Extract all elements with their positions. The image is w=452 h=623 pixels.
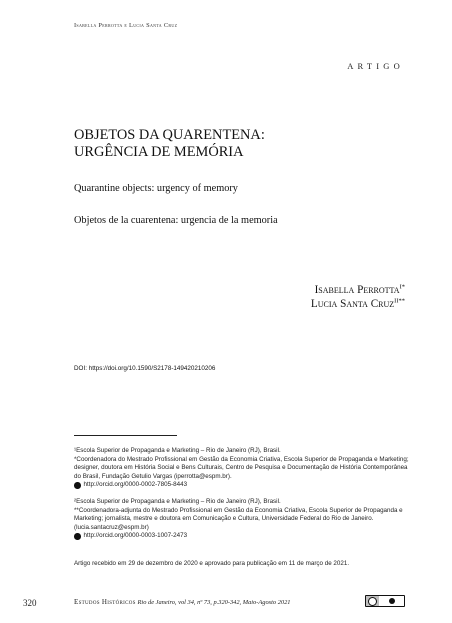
article-title-line-2: URGÊNCIA DE MEMÓRIA	[74, 144, 244, 160]
author-2-marker: II**	[394, 296, 405, 304]
footnotes	[74, 447, 409, 541]
footnote-1-role: *Coordenadora do Mestrado Profissional em Gestão da Economia Criativa, Escola Superior de Propaganda e Marketing; designer, doutora em História Social e Bens Culturais, Centro de Pesquisa e Documentação de História Contemporânea do Brasil, Fundação Getulio Vargas (iperrotta@espm.br).	[74, 455, 409, 480]
subtitle-english: Quarantine objects: urgency of memory	[74, 183, 238, 194]
footnote-1-affiliation: ¹Escola Superior de Propaganda e Marketing – Rio de Janeiro (RJ), Brasil.	[74, 447, 281, 454]
cc-logo-icon	[366, 596, 379, 606]
journal-name: Estudos Históricos	[74, 598, 136, 606]
author-2	[311, 298, 405, 312]
orcid-icon	[74, 533, 81, 540]
subtitle-spanish: Objetos de la cuarentena: urgencia de la memoria	[74, 215, 278, 226]
page-number: 320	[23, 598, 37, 608]
orcid-link-1[interactable]: http://orcid.org/0000-0002-7805-8443	[83, 481, 188, 489]
orcid-link-2[interactable]: http://orcid.org/0000-0003-1007-2473	[83, 532, 188, 540]
journal-reference: Rio de Janeiro, vol 34, nº 73, p.320-342, Maio-Agosto 2021	[137, 599, 291, 606]
footnote-2-role: **Coordenadora-adjunta do Mestrado Profissional em Gestão da Economia Criativa, Escola Superior de Propaganda e Marketing; jornalista, mestre e doutora em Comunicação e Cultura, Universidade Federal do Rio de Janeiro. (lucia.santacruz@espm.br)	[74, 506, 403, 531]
footnote-1-orcid	[74, 481, 409, 490]
author-1	[311, 284, 405, 298]
author-2-name: Lucia Santa Cruz	[310, 297, 395, 310]
author-1-name: Isabella Perrotta	[314, 284, 400, 296]
article-title	[74, 127, 374, 161]
footnote-2-affiliation: ²Escola Superior de Propaganda e Marketing – Rio de Janeiro (RJ), Brasil.	[74, 497, 281, 505]
doi-link[interactable]: DOI: https://doi.org/10.1590/S2178-149420210206	[74, 365, 216, 372]
cc-by-icon	[379, 596, 404, 606]
footnote-divider	[74, 435, 177, 436]
footnote-2-orcid	[74, 532, 409, 541]
received-note: Artigo recebido em 29 de dezembro de 2020 e aprovado para publicação em 11 de março de 2021.	[74, 560, 350, 567]
author-1-marker: I*	[399, 283, 405, 291]
journal-citation	[74, 598, 291, 606]
section-label: ARTIGO	[347, 61, 404, 71]
article-title-line-1: OBJETOS DA QUARENTENA:	[74, 127, 265, 143]
running-head: Isabella Perrotta e Lucia Santa Cruz	[74, 22, 178, 29]
orcid-icon	[74, 482, 81, 489]
author-list	[311, 284, 405, 311]
creative-commons-by-icon[interactable]	[365, 595, 405, 607]
